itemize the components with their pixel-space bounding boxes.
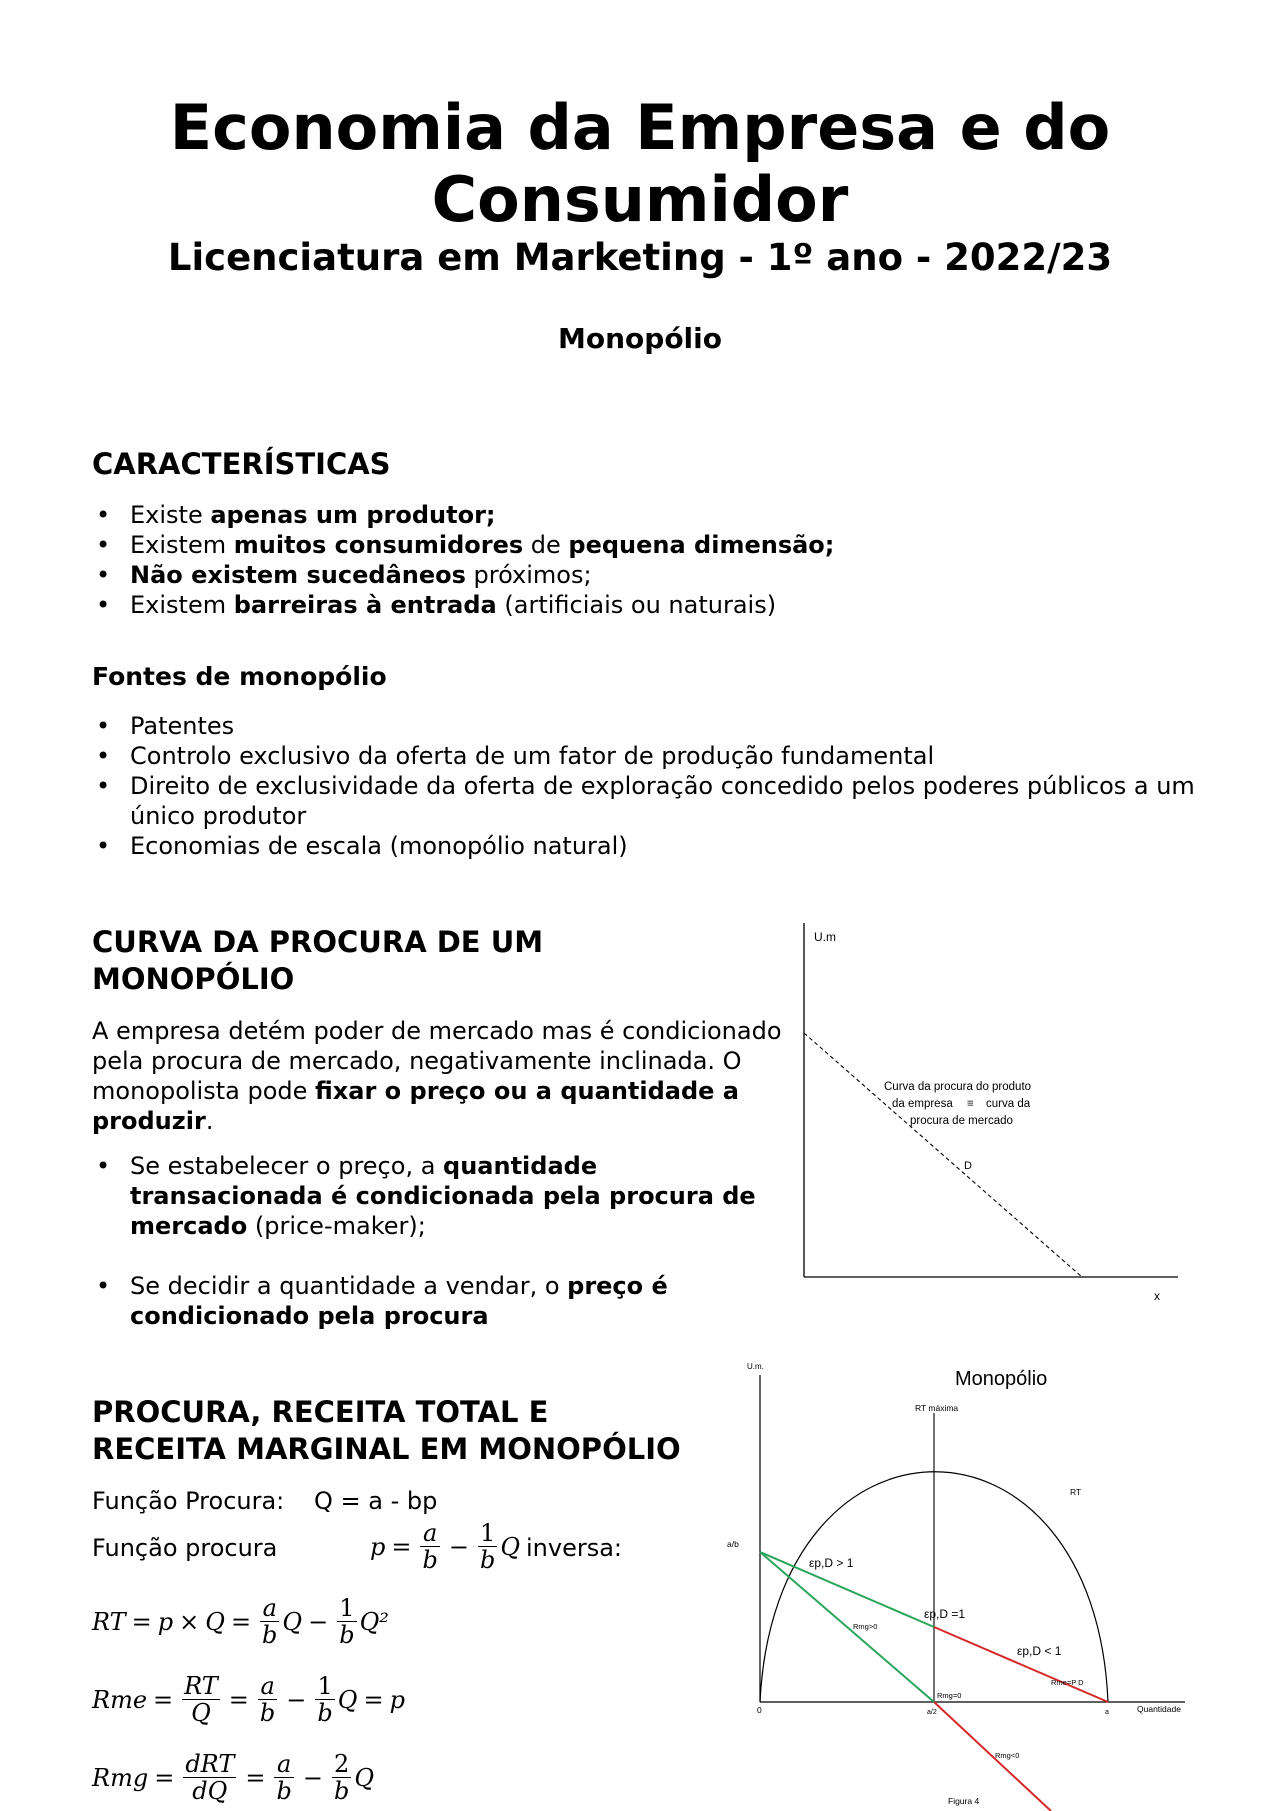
- figure-label: Figura 4: [948, 1796, 980, 1806]
- list-item: • Existe apenas um produtor;: [92, 500, 1212, 530]
- rt-label: RT: [1070, 1487, 1082, 1497]
- x-axis-label: Quantidade: [1137, 1704, 1181, 1714]
- fontes-list: [92, 711, 1212, 861]
- rmg-negative-label: Rmg<0: [995, 1751, 1020, 1760]
- y-axis-label: U.m.: [747, 1362, 764, 1371]
- rmg-zero-label: Rmg=0: [937, 1691, 962, 1700]
- list-item: • Existem muitos consumidores de pequena dimensão;: [92, 530, 1212, 560]
- rmg-line-positive: [760, 1552, 934, 1702]
- demand-line: [804, 1033, 1082, 1277]
- a2b-label: a/2: [927, 1709, 937, 1716]
- y-axis-label: U.m: [814, 930, 836, 944]
- fontes-heading: Fontes de monopólio: [92, 662, 387, 691]
- list-item: • Se decidir a quantidade a vendar, o preço é condicionado pela procura: [92, 1271, 772, 1331]
- rmg-positive-label: Rmg>0: [853, 1622, 878, 1631]
- annotation-line-2b: curva da: [986, 1098, 1031, 1110]
- monopoly-revenue-chart: [715, 1355, 1200, 1811]
- curva-heading: CURVA DA PROCURA DE UM MONOPÓLIO: [92, 925, 544, 996]
- curva-bullets: [92, 1151, 772, 1331]
- funcao-procura-row: Função Procura:: [92, 1487, 285, 1515]
- subtitle: Licenciatura em Marketing - 1º ano - 2022/23: [167, 236, 1113, 279]
- rme-label: Rme=P D: [1051, 1678, 1084, 1687]
- funcao-inversa-suffix: inversa:: [526, 1534, 623, 1562]
- receita-heading: PROCURA, RECEITA TOTAL E RECEITA MARGINAL EM MONOPÓLIO: [92, 1395, 681, 1466]
- funcao-inversa-label: Função procura: [92, 1534, 278, 1562]
- list-item: • Direito de exclusividade da oferta de exploração concedido pelos poderes públicos a um único produtor: [92, 771, 1212, 831]
- origin-label: 0: [757, 1705, 762, 1715]
- list-item: • Não existem sucedâneos próximos;: [92, 560, 1212, 590]
- list-item: • Economias de escala (monopólio natural): [92, 831, 1212, 861]
- topic-heading: Monopólio: [558, 322, 722, 355]
- caracteristicas-list: [92, 500, 1212, 620]
- rt-max-label: RT máxima: [915, 1403, 959, 1413]
- ab-label: a/b: [727, 1539, 739, 1549]
- chart-title: Monopólio: [955, 1368, 1048, 1390]
- rme-equation: Rme = $\frac{RT}{Q}$ = $\frac{a}{b}$ − $\frac{1}{b}$ Q = p: [92, 1672, 405, 1727]
- elastic-label: εp,D > 1: [809, 1556, 854, 1570]
- rmg-equation: Rmg = $\frac{\text{dRT}}{dQ}$ = $\frac{a}{b}$ − $\frac{2}{b}$ Q: [92, 1750, 374, 1805]
- demand-curve-chart: [790, 915, 1190, 1315]
- title-line-1: Economia da Empresa e do: [169, 91, 1111, 164]
- list-item: • Se estabelecer o preço, a quantidade transacionada é condicionada pela procura de mercado (price-maker);: [92, 1151, 772, 1241]
- unit-elastic-label: εp,D =1: [924, 1607, 966, 1621]
- annotation-equiv: ≡: [967, 1098, 974, 1110]
- funcao-procura-eq: Q = a - bp: [314, 1487, 438, 1515]
- rt-equation: RT = p × Q = $\frac{a}{b}$ Q − $\frac{1}{b}$ Q²: [92, 1594, 389, 1649]
- a-label: a: [1105, 1709, 1109, 1716]
- curva-paragraph: A empresa detém poder de mercado mas é condicionado pela procura de mercado, negativamente inclinada. O monopolista pode fixar o preço ou a quantidade a produzir.: [92, 1017, 782, 1135]
- title-line-2: Consumidor: [431, 163, 849, 236]
- list-item: • Patentes: [92, 711, 1212, 741]
- rmg-line-negative: [934, 1702, 1051, 1811]
- annotation-line-3: procura de mercado: [910, 1115, 1013, 1127]
- x-axis-label: x: [1154, 1289, 1160, 1303]
- caracteristicas-heading: CARACTERÍSTICAS: [92, 447, 391, 481]
- inelastic-label: εp,D < 1: [1017, 1644, 1062, 1658]
- curve-label: D: [964, 1160, 972, 1172]
- annotation-line-1: Curva da procura do produto: [884, 1081, 1032, 1093]
- annotation-line-2a: da empresa: [892, 1098, 953, 1110]
- list-item: • Controlo exclusivo da oferta de um fator de produção fundamental: [92, 741, 1212, 771]
- inverse-demand-equation: p = $\frac{a}{b}$ − $\frac{1}{b}$ Q: [370, 1519, 521, 1574]
- document-title: [0, 92, 1280, 236]
- list-item: • Existem barreiras à entrada (artificiais ou naturais): [92, 590, 1212, 620]
